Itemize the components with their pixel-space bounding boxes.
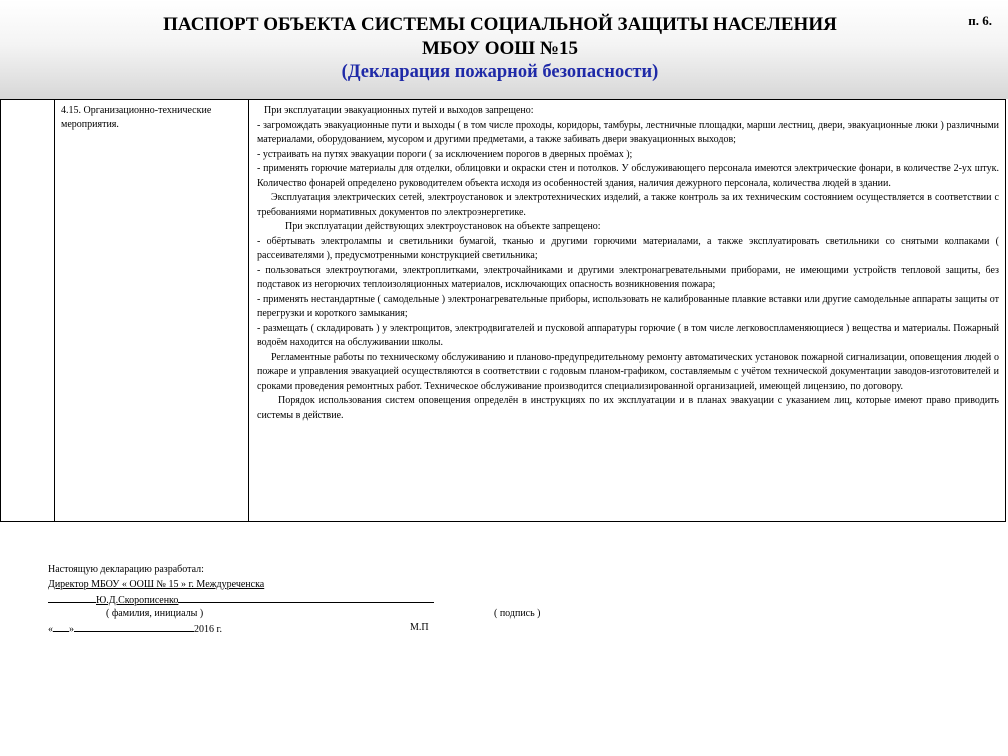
section-label: 4.15. Организационно-технические мероприятия. bbox=[61, 105, 212, 130]
month-line bbox=[74, 621, 194, 632]
title-line-1: ПАСПОРТ ОБЪЕКТА СИСТЕМЫ СОЦИАЛЬНОЙ ЗАЩИТЫ НАСЕЛЕНИЯ bbox=[163, 14, 837, 35]
paragraph: - устраивать на путях эвакуации пороги ( за исключением порогов в дверных проёмах ); bbox=[257, 148, 633, 160]
paragraph: Порядок использования систем оповещения определён в инструкциях по их эксплуатации и в планах эвакуации с указанием лиц, которые имеют право приводить системы в действие. bbox=[257, 395, 999, 421]
paragraph: - пользоваться электроутюгами, электроплитками, электрочайниками и другими электронагревательными приборами, не имеющими устройств тепловой защиты, без подставок из негорючих теплоизоляционных материалов, исключающих опасность возникновения пожара; bbox=[257, 264, 999, 290]
column-divider bbox=[248, 100, 249, 521]
paragraph: - размещать ( складировать ) у электрощитов, электродвигателей и пусковой аппаратуры горючие ( в том числе легковоспламеняющиеся ) вещества и материалы. Пожарный водоём находится на обслуживании школы. bbox=[257, 322, 999, 348]
document-header bbox=[0, 0, 1008, 99]
section-text bbox=[257, 104, 999, 423]
paragraph: При эксплуатации эвакуационных путей и выходов запрещено: bbox=[264, 105, 534, 116]
date-year: 2016 г. bbox=[194, 624, 222, 635]
signature-hint: ( подпись ) bbox=[494, 607, 541, 619]
paragraph: Регламентные работы по техническому обслуживанию и планово-предупредительному ремонту автоматических установок пожарной сигнализации, оповещения людей о пожаре и управления эвакуацией осуществляются в соответствии с годовым планом-графиком, составляемым с учётом технической документации заводов-изготовителей и сроками проведения ремонтных работ. Техническое обслуживание производится специализированной организацией, имеющей лицензию, по договору. bbox=[257, 351, 999, 392]
day-line bbox=[53, 621, 69, 632]
underline bbox=[48, 592, 96, 603]
paragraph: Эксплуатация электрических сетей, электроустановок и электротехнических изделий, а также контроль за их техническим состоянием осуществляется в соответствии с требованиями нормативных документов по электроэнергетике. bbox=[257, 192, 999, 218]
paragraph: - обёртывать электролампы и светильники бумагой, тканью и другими горючими материалами, а также эксплуатировать светильники со снятыми колпаками ( рассеивателями ), предусмотренными конструкцией светильника; bbox=[257, 235, 999, 261]
paragraph: При эксплуатации действующих электроустановок на объекте запрещено: bbox=[285, 221, 601, 232]
title-line-3: (Декларация пожарной безопасности) bbox=[341, 62, 659, 82]
signature-line bbox=[178, 592, 434, 603]
date-open-quote: « bbox=[48, 624, 53, 635]
column-divider bbox=[54, 100, 55, 521]
paragraph: - загромождать эвакуационные пути и выходы ( в том числе проходы, коридоры, тамбуры, лестничные площадки, марши лестниц, двери, эвакуационные люки ) различными материалами, оборудованием, мусором и другими предметами, а также забивать двери эвакуационных выходов; bbox=[257, 119, 999, 145]
signature-block bbox=[48, 563, 648, 636]
developed-by-label: Настоящую декларацию разработал: bbox=[48, 564, 204, 575]
stamp-label: М.П bbox=[410, 622, 429, 633]
date-close-quote: » bbox=[69, 624, 74, 635]
paragraph: - применять горючие материалы для отделки, облицовки и окраски стен и потолков. У обслуживающего персонала имеются электрические фонари, в количестве 2-ух штук. Количество фонарей определено руководителем объекта исходя из особенностей здания, наличия дежурного персонала, количества людей в здании. bbox=[257, 163, 999, 189]
empty-cell bbox=[1, 100, 54, 521]
author-name: Ю.Д.Скоропиcенко bbox=[96, 595, 179, 606]
name-hint: ( фамилия, инициалы ) bbox=[106, 607, 204, 619]
paragraph: - применять нестандартные ( самодельные ) электронагревательные приборы, использовать не калиброванные плавкие вставки или другие самодельные аппараты защиты от перегрузки и короткого замыкания; bbox=[257, 293, 999, 319]
title-line-2: МБОУ ООШ №15 bbox=[421, 38, 579, 59]
content-table bbox=[0, 99, 1006, 522]
author-position: Директор МБОУ « ООШ № 15 » г. Междуреченска bbox=[48, 578, 265, 590]
page-number: п. 6. bbox=[968, 13, 992, 28]
